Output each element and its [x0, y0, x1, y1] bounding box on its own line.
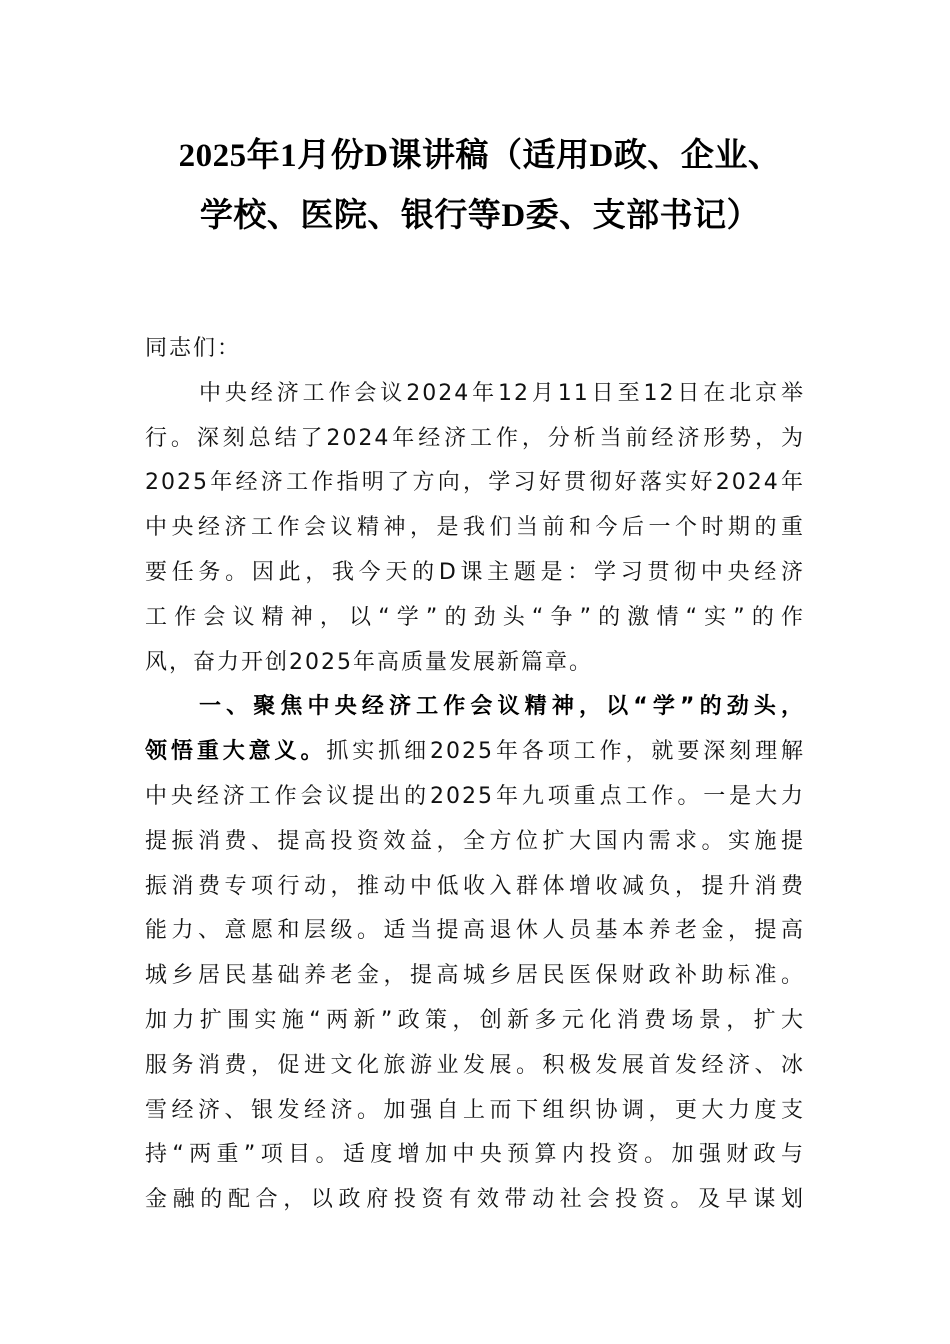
title-line-1: 2025年1月份D课讲稿（适用D政、企业、 — [178, 138, 782, 174]
text-line: 工作会议精神，以“学”的劲头“争”的激情“实”的作 — [145, 604, 805, 630]
paragraph-intro — [145, 372, 805, 686]
text-line: 城乡居民基础养老金，提高城乡居民医保财政补助标准。 — [145, 963, 805, 989]
document-body — [145, 327, 805, 1223]
text-line — [145, 730, 805, 775]
text-line: 中央经济工作会议提出的2025年九项重点工作。一是大力 — [145, 783, 805, 809]
title-line-2: 学校、医院、银行等D委、支部书记） — [199, 198, 761, 234]
text-line: 风，奋力开创2025年高质量发展新篇章。 — [145, 649, 593, 675]
text-line: 雪经济、银发经济。加强自上而下组织协调，更大力度支 — [145, 1097, 805, 1123]
text-line: 金融的配合，以政府投资有效带动社会投资。及早谋划 — [145, 1187, 805, 1213]
text-line: 持“两重”项目。适度增加中央预算内投资。加强财政与 — [145, 1142, 805, 1168]
text-line: 服务消费，促进文化旅游业发展。积极发展首发经济、冰 — [145, 1052, 805, 1078]
salutation: 同志们： — [145, 336, 242, 361]
section-1 — [145, 685, 805, 1223]
text-line: 振消费专项行动，推动中低收入群体增收减负，提升消费 — [145, 873, 805, 899]
text-line: 中央经济工作会议精神，是我们当前和今后一个时期的重 — [145, 515, 805, 541]
section-heading: 一、聚焦中央经济工作会议精神，以“学”的劲头， — [199, 694, 805, 720]
text-line: 行。深刻总结了2024年经济工作，分析当前经济形势，为 — [145, 425, 805, 451]
document-title — [120, 126, 840, 246]
section-heading-end: 领悟重大意义。 — [145, 739, 327, 765]
text-line: 能力、意愿和层级。适当提高退休人员基本养老金，提高 — [145, 918, 805, 944]
text-line: 中央经济工作会议2024年12月11日至12日在北京举 — [199, 380, 805, 406]
text-span: 抓实抓细2025年各项工作，就要深刻理解 — [326, 739, 805, 765]
text-line: 要任务。因此，我今天的D课主题是：学习贯彻中央经济 — [145, 559, 805, 585]
text-line: 提振消费、提高投资效益，全方位扩大国内需求。实施提 — [145, 828, 805, 854]
text-line: 加力扩围实施“两新”政策，创新多元化消费场景，扩大 — [145, 1007, 805, 1033]
text-line: 2025年经济工作指明了方向，学习好贯彻好落实好2024年 — [145, 470, 805, 496]
